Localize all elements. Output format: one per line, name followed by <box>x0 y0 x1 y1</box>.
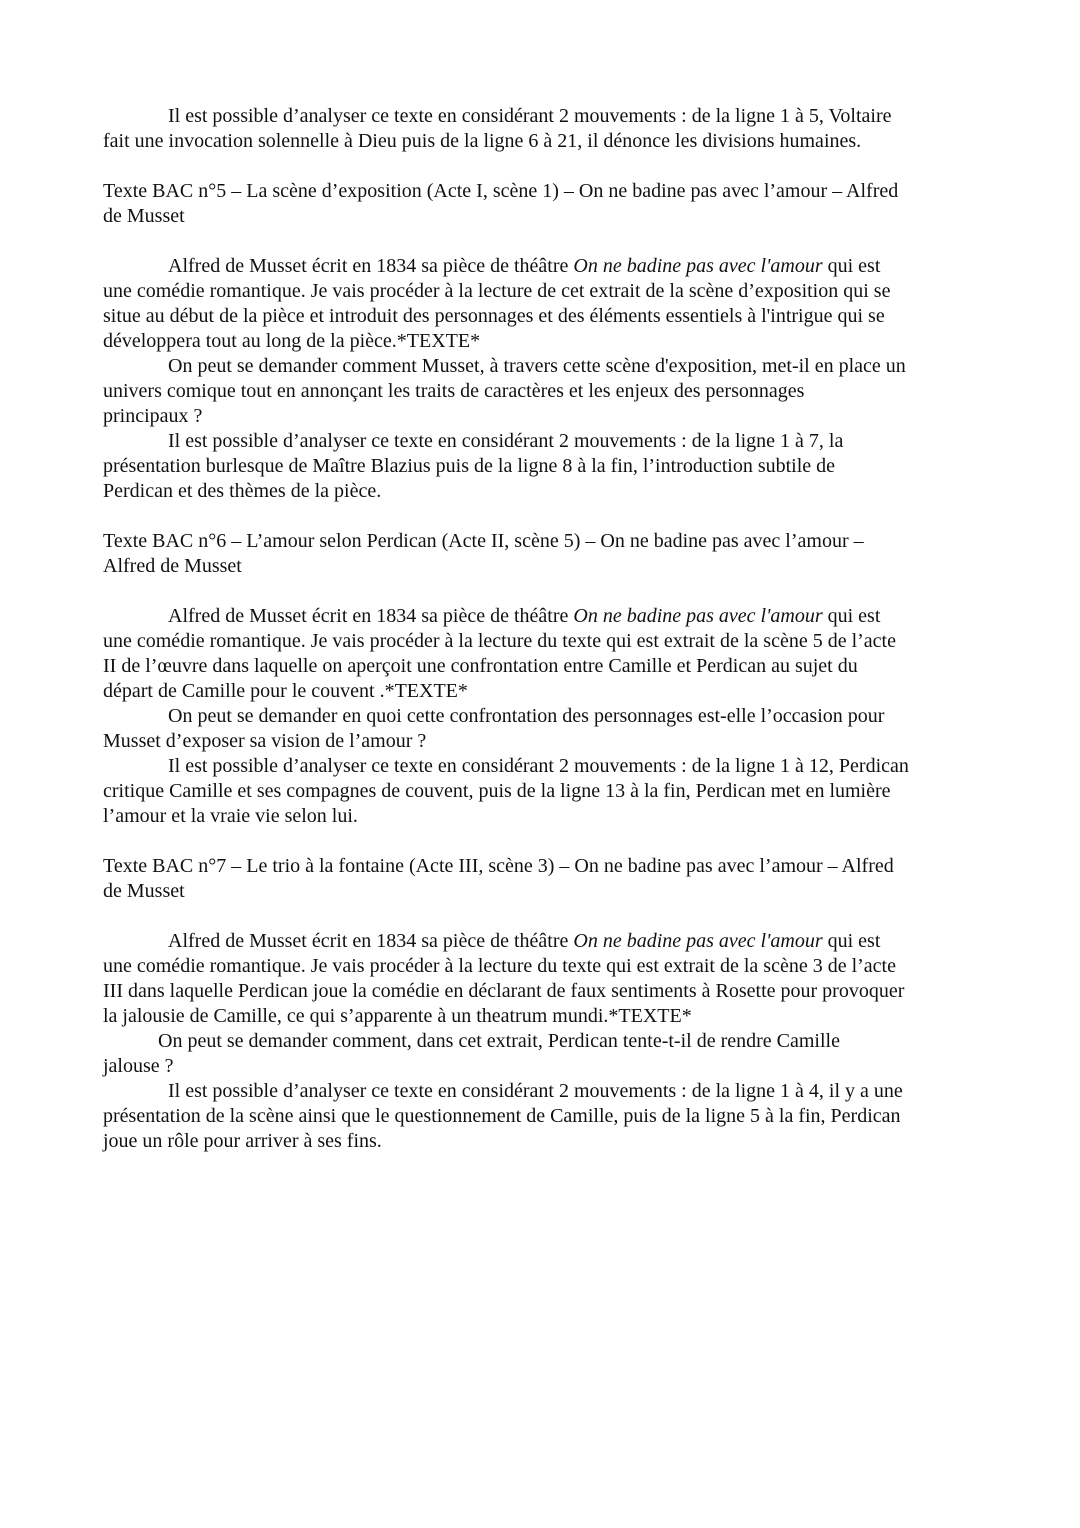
text-segment: On peut se demander en quoi cette confrontation des personnages est-elle l’occasion pour <box>168 705 885 727</box>
text-segment: l’amour et la vraie vie selon lui. <box>103 805 358 827</box>
text-segment: une comédie romantique. Je vais procéder à la lecture de cet extrait de la scène d’exposition qui se <box>103 280 891 302</box>
text-line <box>103 379 1003 404</box>
text-line <box>103 704 1003 729</box>
text-line <box>103 1054 1003 1079</box>
text-line <box>103 1004 1003 1029</box>
text-segment: Texte BAC n°5 – La scène d’exposition (Acte I, scène 1) – On ne badine pas avec l’amour – Alfred <box>103 180 899 202</box>
text-segment: Texte BAC n°7 – Le trio à la fontaine (Acte III, scène 3) – On ne badine pas avec l’amour – Alfred <box>103 855 894 877</box>
text-segment: qui est <box>822 605 881 627</box>
text-line <box>103 479 1003 504</box>
text-line <box>103 979 1003 1004</box>
text-line <box>103 454 1003 479</box>
text-segment: Musset d’exposer sa vision de l’amour ? <box>103 730 427 752</box>
text-line <box>103 129 1003 154</box>
text-line <box>103 954 1003 979</box>
text-segment: de Musset <box>103 205 185 227</box>
text-segment: Il est possible d’analyser ce texte en considérant 2 mouvements : de la ligne 1 à 12, Perdican <box>168 755 909 777</box>
text-line <box>103 529 1003 554</box>
blank-line <box>103 829 1003 854</box>
text-line <box>103 729 1003 754</box>
blank-line <box>103 904 1003 929</box>
text-segment: critique Camille et ses compagnes de couvent, puis de la ligne 13 à la fin, Perdican met en lumière <box>103 780 891 802</box>
text-line <box>103 204 1003 229</box>
italic-title: On ne badine pas avec l'amour <box>573 255 823 277</box>
text-line <box>103 279 1003 304</box>
text-line <box>103 404 1003 429</box>
text-segment: présentation de la scène ainsi que le questionnement de Camille, puis de la ligne 5 à la fin, Perdican <box>103 1105 901 1127</box>
text-segment: présentation burlesque de Maître Blazius puis de la ligne 8 à la fin, l’introduction subtile de <box>103 455 836 477</box>
text-line <box>103 254 1003 279</box>
text-line <box>103 1029 1003 1054</box>
text-line <box>103 654 1003 679</box>
text-line <box>103 804 1003 829</box>
text-line <box>103 629 1003 654</box>
text-segment: Il est possible d’analyser ce texte en considérant 2 mouvements : de la ligne 1 à 5, Voltaire <box>168 105 892 127</box>
blank-line <box>103 504 1003 529</box>
text-segment: situe au début de la pièce et introduit des personnages et des éléments essentiels à l'intrigue qui se <box>103 305 885 327</box>
document-page <box>103 104 1003 1154</box>
text-segment: la jalousie de Camille, ce qui s’apparente à un theatrum mundi.*TEXTE* <box>103 1005 692 1027</box>
blank-line <box>103 229 1003 254</box>
text-segment: fait une invocation solennelle à Dieu puis de la ligne 6 à 21, il dénonce les divisions humaines. <box>103 130 862 152</box>
text-segment: joue un rôle pour arriver à ses fins. <box>103 1130 382 1152</box>
text-line <box>103 754 1003 779</box>
text-segment: départ de Camille pour le couvent .*TEXTE* <box>103 680 468 702</box>
text-segment: II de l’œuvre dans laquelle on aperçoit une confrontation entre Camille et Perdican au sujet du <box>103 655 858 677</box>
text-segment: Alfred de Musset écrit en 1834 sa pièce de théâtre <box>168 605 574 627</box>
text-line <box>103 879 1003 904</box>
text-line <box>103 179 1003 204</box>
text-line <box>103 854 1003 879</box>
text-segment: Perdican et des thèmes de la pièce. <box>103 480 382 502</box>
text-segment: Il est possible d’analyser ce texte en considérant 2 mouvements : de la ligne 1 à 7, la <box>168 430 844 452</box>
text-segment: On peut se demander comment, dans cet extrait, Perdican tente-t-il de rendre Camille <box>158 1030 840 1052</box>
text-line <box>103 679 1003 704</box>
text-segment: Il est possible d’analyser ce texte en considérant 2 mouvements : de la ligne 1 à 4, il y a une <box>168 1080 903 1102</box>
text-segment: principaux ? <box>103 405 203 427</box>
text-line <box>103 304 1003 329</box>
text-segment: III dans laquelle Perdican joue la comédie en déclarant de faux sentiments à Rosette pour provoquer <box>103 980 905 1002</box>
text-line <box>103 1129 1003 1154</box>
text-segment: On peut se demander comment Musset, à travers cette scène d'exposition, met-il en place un <box>168 355 906 377</box>
text-segment: Alfred de Musset écrit en 1834 sa pièce de théâtre <box>168 930 574 952</box>
italic-title: On ne badine pas avec l'amour <box>573 605 823 627</box>
blank-line <box>103 579 1003 604</box>
text-segment: de Musset <box>103 880 185 902</box>
text-line <box>103 104 1003 129</box>
text-segment: Texte BAC n°6 – L’amour selon Perdican (Acte II, scène 5) – On ne badine pas avec l’amour – <box>103 530 864 552</box>
text-line <box>103 779 1003 804</box>
text-line <box>103 429 1003 454</box>
text-line <box>103 354 1003 379</box>
text-line <box>103 1104 1003 1129</box>
text-segment: qui est <box>822 255 881 277</box>
text-segment: univers comique tout en annonçant les traits de caractères et les enjeux des personnages <box>103 380 805 402</box>
text-line <box>103 929 1003 954</box>
text-line <box>103 604 1003 629</box>
text-segment: jalouse ? <box>103 1055 174 1077</box>
text-segment: qui est <box>822 930 881 952</box>
text-segment: Alfred de Musset écrit en 1834 sa pièce de théâtre <box>168 255 574 277</box>
text-line <box>103 554 1003 579</box>
blank-line <box>103 154 1003 179</box>
text-line <box>103 1079 1003 1104</box>
text-line <box>103 329 1003 354</box>
italic-title: On ne badine pas avec l'amour <box>573 930 823 952</box>
text-segment: Alfred de Musset <box>103 555 242 577</box>
text-segment: développera tout au long de la pièce.*TEXTE* <box>103 330 481 352</box>
text-segment: une comédie romantique. Je vais procéder à la lecture du texte qui est extrait de la scène 3 de l’acte <box>103 955 896 977</box>
text-segment: une comédie romantique. Je vais procéder à la lecture du texte qui est extrait de la scène 5 de l’acte <box>103 630 896 652</box>
